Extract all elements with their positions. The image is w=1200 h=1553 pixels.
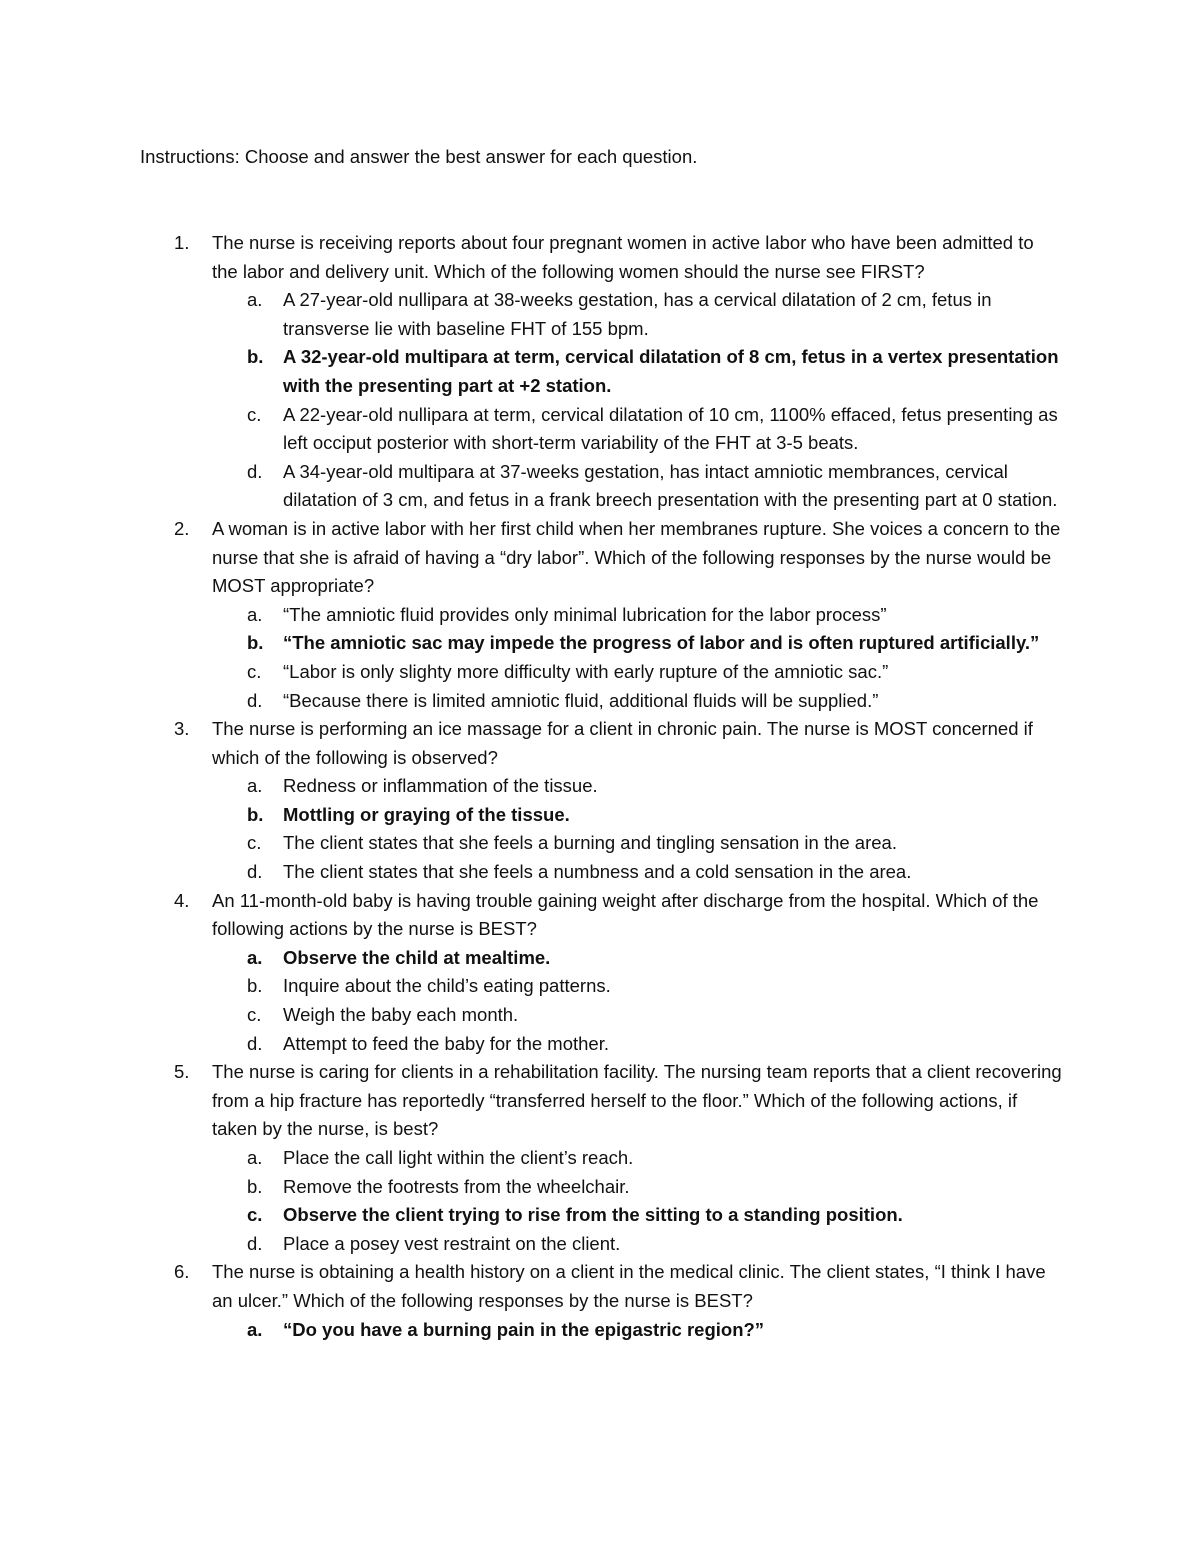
answer-options (212, 1144, 1064, 1258)
answer-option (212, 687, 1064, 716)
option-letter: a. (247, 603, 263, 625)
option-letter: c. (247, 403, 262, 425)
question-text: The nurse is receiving reports about four pregnant women in active labor who have been admitted to the labor and delivery unit. Which of the following women should the nurse see FIRST? (212, 232, 1034, 282)
option-letter: a. (247, 775, 263, 797)
option-letter: a. (247, 1147, 263, 1168)
question-text: The nurse is obtaining a health history on a client in the medical clinic. The client states, “I think I have an ulcer.” Which of the following responses by the nurse is BEST? (212, 1261, 1046, 1311)
answer-option (212, 972, 1064, 1001)
option-letter: d. (247, 460, 263, 482)
question-item (0, 515, 1200, 715)
option-text: Observe the child at mealtime. (283, 946, 551, 968)
option-text: A 32-year-old multipara at term, cervical dilatation of 8 cm, fetus in a vertex presentation with the presenting part at +2 station. (283, 346, 1059, 396)
option-text: Weigh the baby each month. (283, 1004, 519, 1026)
answer-option (212, 1173, 1064, 1202)
question-list (0, 229, 1200, 1344)
option-letter: b. (247, 1175, 263, 1197)
answer-options (212, 1316, 1064, 1345)
option-text: The client states that she feels a burning and tingling sensation in the area. (283, 832, 897, 854)
answer-option-highlighted (212, 629, 1064, 658)
question-number: 5. (174, 1061, 190, 1083)
option-letter: d. (247, 1232, 263, 1254)
answer-option (212, 286, 1064, 343)
option-letter: a. (247, 1318, 263, 1340)
option-letter: d. (247, 1032, 263, 1054)
question-number: 2. (174, 517, 190, 539)
answer-options (212, 944, 1064, 1058)
answer-option (212, 829, 1064, 858)
answer-option (212, 458, 1064, 515)
answer-option (212, 1030, 1064, 1059)
question-item (0, 1058, 1200, 1258)
option-letter: d. (247, 689, 263, 711)
option-text: Observe the client trying to rise from the sitting to a standing position. (283, 1204, 903, 1226)
option-text: Remove the footrests from the wheelchair. (283, 1175, 630, 1197)
question-text: The nurse is caring for clients in a rehabilitation facility. The nursing team reports that a client recovering from a hip fracture has reportedly “transferred herself to the floor.” Which of the following actions, if taken by the nurse, is best? (212, 1061, 1062, 1140)
answer-option-highlighted (212, 1316, 1064, 1345)
option-letter: d. (247, 861, 263, 883)
answer-option (212, 1144, 1064, 1173)
question-number: 6. (174, 1261, 190, 1283)
question-number: 4. (174, 889, 190, 911)
option-letter: a. (247, 946, 263, 968)
option-text: A 22-year-old nullipara at term, cervical dilatation of 10 cm, 1100% effaced, fetus presenting as left occiput posterior with short-term variability of the FHT at 3-5 beats. (283, 403, 1058, 454)
option-letter: c. (247, 1204, 263, 1226)
option-text: A 34-year-old multipara at 37-weeks gestation, has intact amniotic membrances, cervical dilatation of 3 cm, and fetus in a frank breech presentation with the presenting part at 0 station. (283, 460, 1058, 511)
answer-option (212, 858, 1064, 887)
answer-option (212, 1001, 1064, 1030)
option-letter: b. (247, 632, 264, 654)
option-letter: c. (247, 1004, 262, 1026)
option-letter: b. (247, 803, 264, 825)
option-text: A 27-year-old nullipara at 38-weeks gestation, has a cervical dilatation of 2 cm, fetus in transverse lie with baseline FHT of 155 bpm. (283, 289, 992, 339)
option-text: Place a posey vest restraint on the client. (283, 1232, 621, 1254)
option-text: Place the call light within the client’s reach. (283, 1147, 634, 1168)
question-text: A woman is in active labor with her first child when her membranes rupture. She voices a concern to the nurse that she is afraid of having a “dry labor”. Which of the following responses by the nurse would be MOST appropriate? (212, 517, 1061, 597)
option-letter: b. (247, 975, 263, 997)
question-text: The nurse is performing an ice massage for a client in chronic pain. The nurse is MOST concerned if which of the following is observed? (212, 718, 1033, 768)
option-text: Inquire about the child’s eating patterns. (283, 975, 611, 997)
answer-option (212, 1230, 1064, 1259)
option-letter: c. (247, 660, 262, 682)
question-text: An 11-month-old baby is having trouble gaining weight after discharge from the hospital. Which of the following actions by the nurse is BEST? (212, 889, 1039, 940)
option-text: Redness or inflammation of the tissue. (283, 775, 598, 797)
answer-option-highlighted (212, 944, 1064, 973)
answer-option-highlighted (212, 343, 1064, 400)
answer-option (212, 601, 1064, 630)
answer-options (212, 286, 1064, 515)
question-number: 3. (174, 718, 190, 740)
option-text: Attempt to feed the baby for the mother. (283, 1032, 609, 1054)
option-text: Mottling or graying of the tissue. (283, 803, 570, 825)
option-letter: c. (247, 832, 262, 854)
question-item (0, 715, 1200, 887)
option-letter: b. (247, 346, 264, 368)
answer-option (212, 401, 1064, 458)
question-number: 1. (174, 232, 190, 253)
option-text: “Labor is only slighty more difficulty with early rupture of the amniotic sac.” (283, 660, 889, 682)
question-item (0, 1258, 1200, 1344)
question-item (0, 887, 1200, 1059)
instructions-text: Instructions: Choose and answer the best answer for each question. (140, 146, 698, 167)
option-text: “Do you have a burning pain in the epigastric region?” (283, 1318, 765, 1340)
option-text: “The amniotic fluid provides only minimal lubrication for the labor process” (283, 603, 887, 625)
answer-options (212, 601, 1064, 715)
answer-option-highlighted (212, 1201, 1064, 1230)
answer-option (212, 658, 1064, 687)
option-text: “Because there is limited amniotic fluid, additional fluids will be supplied.” (283, 689, 879, 711)
answer-option (212, 772, 1064, 801)
answer-option-highlighted (212, 801, 1064, 830)
answer-options (212, 772, 1064, 886)
question-item (0, 229, 1200, 515)
option-text: “The amniotic sac may impede the progress of labor and is often ruptured artificially.” (283, 632, 1040, 654)
option-text: The client states that she feels a numbness and a cold sensation in the area. (283, 861, 912, 883)
option-letter: a. (247, 289, 263, 311)
